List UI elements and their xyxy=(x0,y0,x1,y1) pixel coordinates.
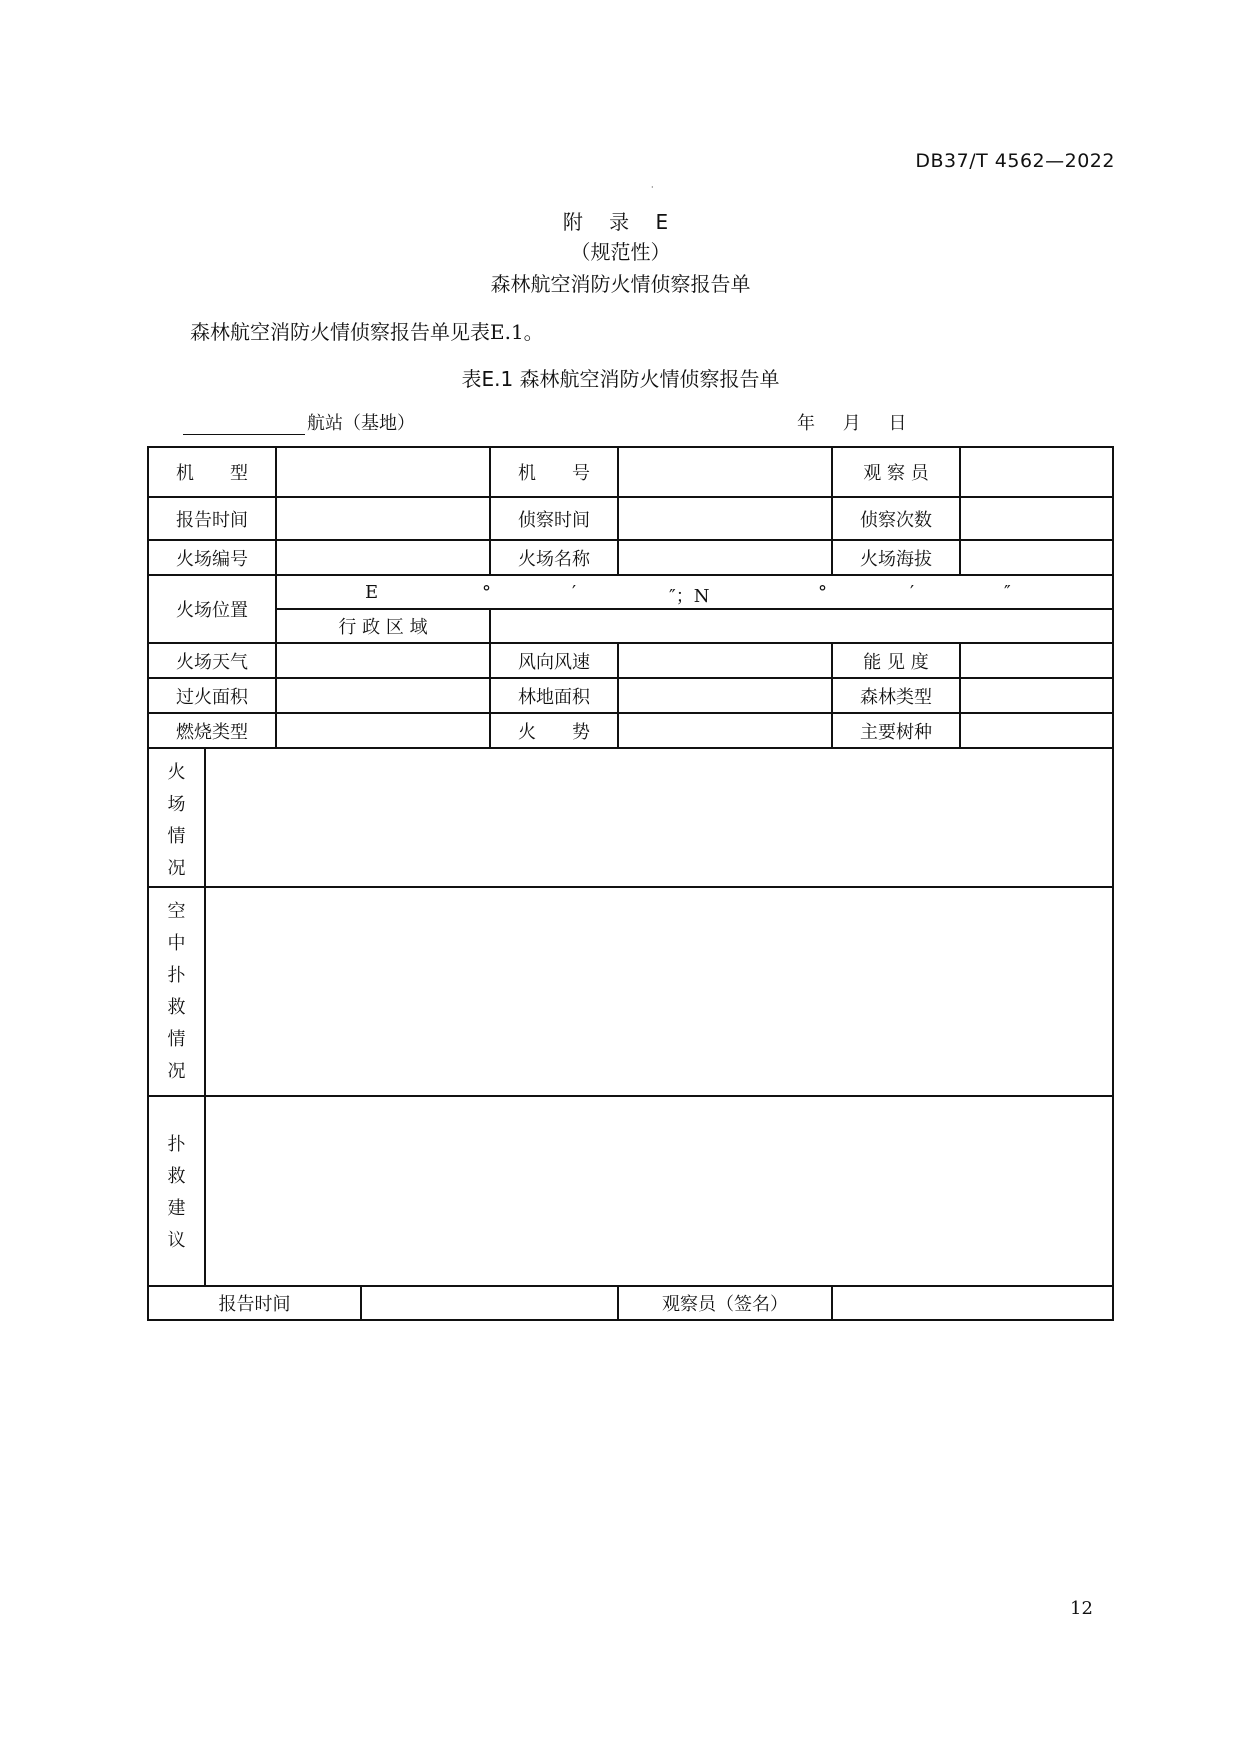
cell-visibility-value[interactable] xyxy=(960,643,1113,678)
cell-label-recon-count: 侦察次数 xyxy=(832,497,960,540)
cell-weather-value[interactable] xyxy=(276,643,490,678)
cell-label-burned-area: 过火面积 xyxy=(148,678,276,713)
coord-deg2: ° xyxy=(818,582,827,603)
standard-code: DB37/T 4562—2022 xyxy=(915,150,1115,172)
station-blank[interactable] xyxy=(183,416,305,435)
coord-deg1: ° xyxy=(482,582,491,603)
cell-recon-count-value[interactable] xyxy=(960,497,1113,540)
coord-min1: ′ xyxy=(572,582,577,603)
annex-title: 森林航空消防火情侦察报告单 xyxy=(490,272,751,296)
table-row xyxy=(148,678,1113,713)
cell-label-fire-situation xyxy=(148,748,205,887)
cell-number-value[interactable] xyxy=(618,447,832,497)
cell-report-time-value[interactable] xyxy=(276,497,490,540)
cell-fire-intensity-value[interactable] xyxy=(618,713,832,748)
cell-label-recon-time: 侦察时间 xyxy=(490,497,618,540)
annex-label: 附 录 E xyxy=(562,210,679,234)
vchar: 扑 xyxy=(167,965,186,986)
table-row xyxy=(148,887,1113,1096)
vchar: 扑 xyxy=(167,1134,186,1155)
cell-fire-altitude-value[interactable] xyxy=(960,540,1113,575)
cell-label-footer-report-time: 报告时间 xyxy=(148,1286,361,1320)
cell-model-value[interactable] xyxy=(276,447,490,497)
cell-wind-value[interactable] xyxy=(618,643,832,678)
cell-footer-report-time-value[interactable] xyxy=(361,1286,618,1320)
cell-burn-type-value[interactable] xyxy=(276,713,490,748)
vchar: 火 xyxy=(167,762,186,783)
vchar: 救 xyxy=(167,1166,186,1187)
table-row xyxy=(148,1096,1113,1286)
table-row xyxy=(148,497,1113,540)
cell-label-fire-intensity: 火 势 xyxy=(490,713,618,748)
cell-observer-value[interactable] xyxy=(960,447,1113,497)
cell-label-weather: 火场天气 xyxy=(148,643,276,678)
table-caption: 表E.1 森林航空消防火情侦察报告单 xyxy=(461,367,780,391)
cell-burned-area-value[interactable] xyxy=(276,678,490,713)
cell-label-footer-observer-sign: 观察员（签名） xyxy=(618,1286,832,1320)
date-month: 月 xyxy=(842,413,861,434)
cell-aerial-suppression-value[interactable] xyxy=(205,887,1113,1096)
cell-fire-situation-value[interactable] xyxy=(205,748,1113,887)
cell-fire-name-value[interactable] xyxy=(618,540,832,575)
table-row xyxy=(148,643,1113,678)
cell-label-wind: 风向风速 xyxy=(490,643,618,678)
station-label: 航站（基地） xyxy=(307,413,415,434)
vchar: 空 xyxy=(167,901,186,922)
vchar: 情 xyxy=(167,1029,186,1050)
coord-sec1-n: ″；N xyxy=(669,586,710,607)
table-row xyxy=(148,1286,1113,1320)
vchar: 建 xyxy=(167,1198,186,1219)
table-row xyxy=(148,609,1113,643)
annex-type: （规范性） xyxy=(570,240,671,264)
cell-label-admin-area: 行 政 区 域 xyxy=(276,609,490,643)
coord-e: E xyxy=(365,582,379,603)
page-number: 12 xyxy=(1070,1598,1093,1619)
cell-admin-area-value[interactable] xyxy=(490,609,1113,643)
cell-forest-area-value[interactable] xyxy=(618,678,832,713)
date-day: 日 xyxy=(888,413,907,434)
cell-label-report-time: 报告时间 xyxy=(148,497,276,540)
cell-label-suppression-advice xyxy=(148,1096,205,1286)
table-row xyxy=(148,575,1113,609)
vchar: 救 xyxy=(167,997,186,1018)
cell-label-forest-type: 森林类型 xyxy=(832,678,960,713)
vchar: 场 xyxy=(167,794,186,815)
cell-label-fire-location: 火场位置 xyxy=(148,575,276,643)
table-row xyxy=(148,540,1113,575)
cell-fire-id-value[interactable] xyxy=(276,540,490,575)
cell-label-fire-altitude: 火场海拔 xyxy=(832,540,960,575)
cell-label-fire-name: 火场名称 xyxy=(490,540,618,575)
cell-label-number: 机 号 xyxy=(490,447,618,497)
vchar: 情 xyxy=(167,826,186,847)
coord-min2: ′ xyxy=(910,582,915,603)
cell-label-burn-type: 燃烧类型 xyxy=(148,713,276,748)
date-year: 年 xyxy=(797,413,815,434)
cell-label-main-species: 主要树种 xyxy=(832,713,960,748)
cell-suppression-advice-value[interactable] xyxy=(205,1096,1113,1286)
vchar: 况 xyxy=(167,1061,186,1082)
date-line xyxy=(797,409,928,435)
table-row xyxy=(148,748,1113,887)
cell-label-visibility: 能 见 度 xyxy=(832,643,960,678)
coords-line xyxy=(277,576,1112,608)
station-line xyxy=(183,409,415,435)
cell-label-fire-id: 火场编号 xyxy=(148,540,276,575)
cell-label-observer: 观 察 员 xyxy=(832,447,960,497)
cell-label-model: 机 型 xyxy=(148,447,276,497)
cell-forest-type-value[interactable] xyxy=(960,678,1113,713)
vchar: 况 xyxy=(167,858,186,879)
cell-label-aerial-suppression xyxy=(148,887,205,1096)
lead-text: 森林航空消防火情侦察报告单见表E.1。 xyxy=(190,320,544,344)
vchar: 中 xyxy=(167,933,186,954)
dot-mark: · xyxy=(651,183,654,192)
table-row xyxy=(148,447,1113,497)
vchar: 议 xyxy=(167,1230,186,1251)
coord-sec2: ″ xyxy=(1004,582,1011,603)
cell-coords[interactable] xyxy=(276,575,1113,609)
cell-main-species-value[interactable] xyxy=(960,713,1113,748)
report-table xyxy=(147,446,1114,1321)
cell-label-forest-area: 林地面积 xyxy=(490,678,618,713)
cell-recon-time-value[interactable] xyxy=(618,497,832,540)
cell-footer-observer-sign-value[interactable] xyxy=(832,1286,1113,1320)
table-row xyxy=(148,713,1113,748)
